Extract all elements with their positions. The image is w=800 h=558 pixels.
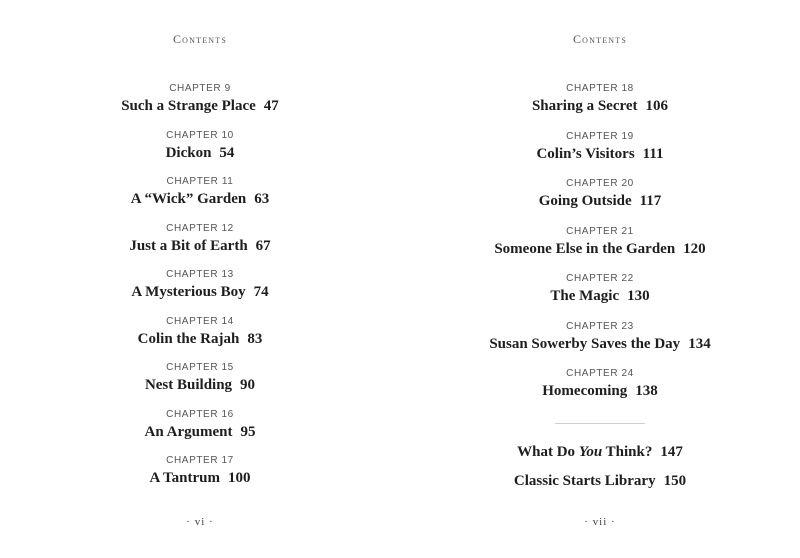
chapter-title: Dickon xyxy=(165,144,212,161)
chapter-label: CHAPTER 15 xyxy=(166,362,234,373)
toc-entry xyxy=(0,315,400,362)
chapter-title: Going Outside xyxy=(538,193,632,209)
chapter-title: The Magic xyxy=(550,288,620,304)
back-matter-title-part: Think? xyxy=(602,443,653,460)
chapter-title: Homecoming xyxy=(542,383,628,399)
divider-rule xyxy=(555,423,645,424)
page-number: 130 xyxy=(627,288,650,304)
chapter-title-line xyxy=(0,422,400,442)
toc-entry xyxy=(400,225,800,273)
page-number: 138 xyxy=(635,383,658,399)
chapter-label: CHAPTER 11 xyxy=(166,176,234,187)
back-matter-title-italic: You xyxy=(578,443,603,460)
chapter-label: CHAPTER 17 xyxy=(166,455,234,466)
toc-entry xyxy=(400,272,800,320)
chapter-title: An Argument xyxy=(144,423,233,440)
chapter-title: A “Wick” Garden xyxy=(130,191,247,207)
folio-right: · vii · xyxy=(584,516,616,528)
right-page xyxy=(400,0,800,558)
chapter-title-line xyxy=(0,282,400,302)
toc-entry xyxy=(0,454,400,501)
back-matter-title-part: Classic Starts Library xyxy=(513,472,656,489)
page-number: 106 xyxy=(645,98,669,114)
page-number: 83 xyxy=(247,330,263,347)
toc-entry xyxy=(0,129,400,176)
back-matter-entry xyxy=(400,442,800,471)
toc-entry xyxy=(0,82,400,129)
page-number: 90 xyxy=(240,377,256,393)
chapter-title: Just a Bit of Earth xyxy=(129,237,248,254)
page-number: 120 xyxy=(683,240,706,257)
chapter-label: CHAPTER 18 xyxy=(566,83,634,94)
chapter-label: CHAPTER 10 xyxy=(166,129,234,141)
chapter-title-line xyxy=(400,334,800,354)
chapter-label: CHAPTER 20 xyxy=(566,178,634,189)
page-number: 95 xyxy=(240,423,256,440)
toc-entry xyxy=(0,222,400,269)
toc-entry xyxy=(400,130,800,178)
page-number: 111 xyxy=(642,145,664,162)
chapter-title: A Mysterious Boy xyxy=(131,284,246,300)
chapter-label: CHAPTER 21 xyxy=(566,225,634,237)
chapter-title: Someone Else in the Garden xyxy=(494,240,676,257)
page-number: 74 xyxy=(253,284,269,300)
chapter-title-line xyxy=(0,96,400,116)
chapter-label: CHAPTER 22 xyxy=(566,273,634,284)
chapter-title-line xyxy=(400,191,800,211)
page-number: 67 xyxy=(255,237,271,254)
chapter-title: A Tantrum xyxy=(149,470,220,486)
chapter-title: Nest Building xyxy=(144,377,233,393)
toc-entry xyxy=(400,82,800,130)
chapter-title: Susan Sowerby Saves the Day xyxy=(489,335,681,352)
chapter-title-line xyxy=(0,236,400,256)
chapter-label: CHAPTER 12 xyxy=(166,222,234,234)
toc-entry xyxy=(0,408,400,455)
chapter-label: CHAPTER 24 xyxy=(566,368,634,379)
folio-left: · vi · xyxy=(186,516,214,528)
toc-entry xyxy=(400,177,800,225)
toc-entry xyxy=(0,268,400,315)
toc-list-left xyxy=(0,82,400,501)
page-number: 47 xyxy=(263,98,279,114)
chapter-title-line xyxy=(400,381,800,401)
chapter-label: CHAPTER 16 xyxy=(166,408,234,420)
chapter-title-line xyxy=(0,143,400,163)
chapter-label: CHAPTER 14 xyxy=(166,315,234,327)
page-number: 147 xyxy=(660,443,683,460)
chapter-title-line xyxy=(0,189,400,209)
chapter-title-line xyxy=(400,286,800,306)
chapter-title-line xyxy=(0,468,400,488)
page-number: 150 xyxy=(663,472,687,489)
chapter-label: CHAPTER 13 xyxy=(166,269,234,280)
toc-list-right xyxy=(400,82,800,500)
section-divider xyxy=(400,423,800,424)
page-number: 100 xyxy=(227,470,251,486)
chapter-title: Sharing a Secret xyxy=(531,98,638,114)
toc-entry xyxy=(400,367,800,415)
chapter-title: Colin the Rajah xyxy=(137,330,240,347)
page-number: 63 xyxy=(254,191,270,207)
running-head-right: Contents xyxy=(572,32,628,46)
chapter-title: Such a Strange Place xyxy=(121,98,256,114)
running-head-left: Contents xyxy=(172,32,228,46)
chapter-title-line xyxy=(0,375,400,395)
chapter-label: CHAPTER 23 xyxy=(566,320,634,332)
chapter-title-line xyxy=(400,144,800,164)
chapter-title-line xyxy=(400,239,800,259)
page-number: 54 xyxy=(219,144,235,161)
chapter-title-line xyxy=(0,329,400,349)
chapter-title: Colin’s Visitors xyxy=(536,145,635,162)
toc-entry xyxy=(0,175,400,222)
back-matter-title-line xyxy=(400,442,800,462)
page-number: 117 xyxy=(639,193,662,209)
chapter-label: CHAPTER 19 xyxy=(566,130,634,142)
chapter-label: CHAPTER 9 xyxy=(169,83,231,94)
toc-entry xyxy=(400,320,800,368)
chapter-title-line xyxy=(400,96,800,116)
back-matter-title-part: What Do xyxy=(517,443,579,460)
page-number: 134 xyxy=(688,335,711,352)
back-matter-title-line xyxy=(400,471,800,491)
back-matter-entry xyxy=(400,471,800,500)
toc-entry xyxy=(0,361,400,408)
